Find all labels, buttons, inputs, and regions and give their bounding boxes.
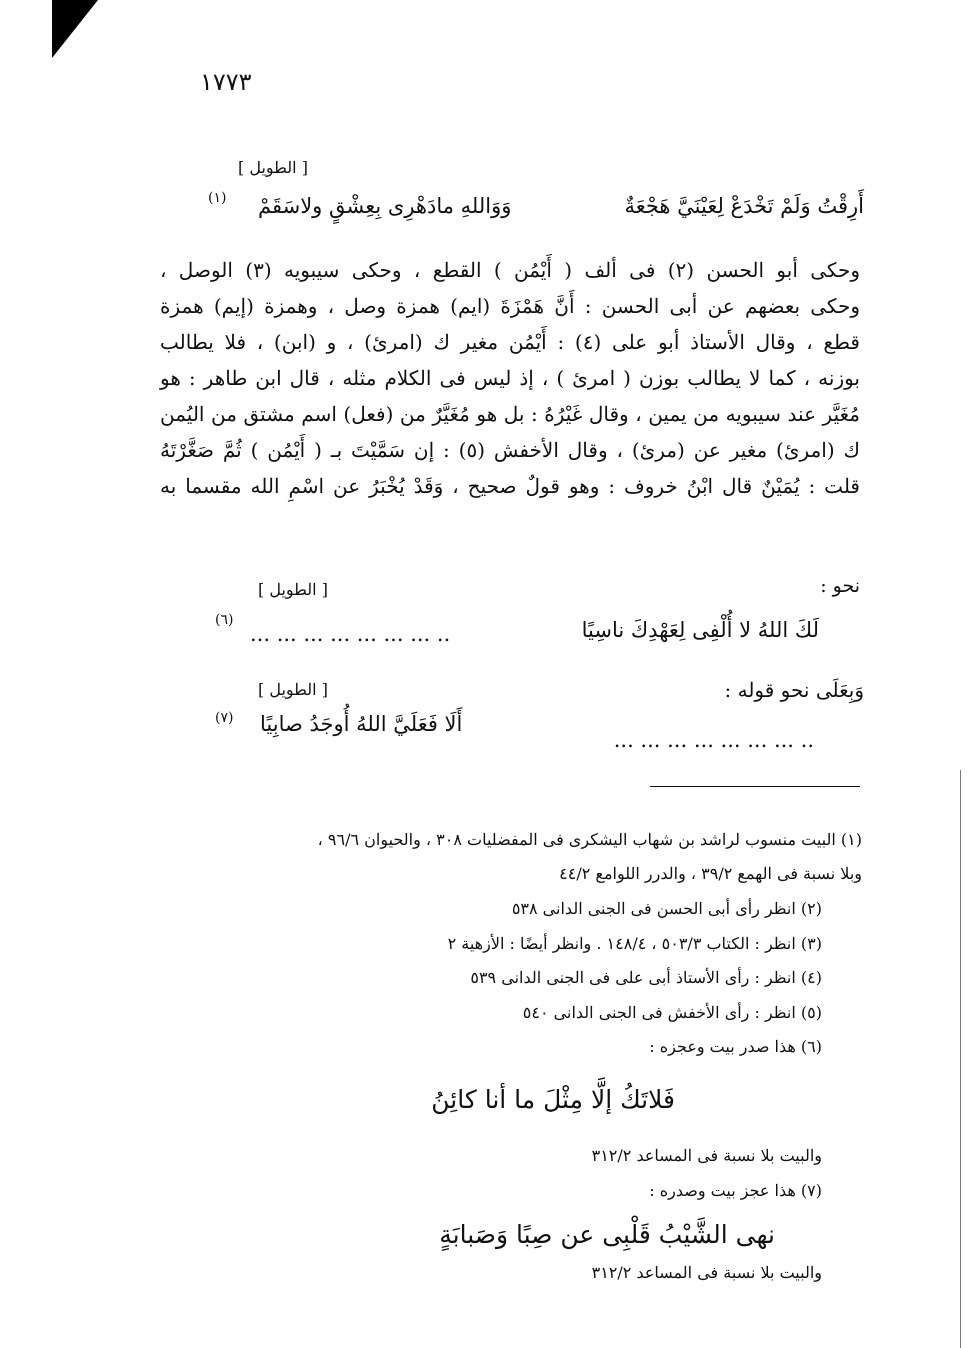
verse2-meter: [ الطويل ] [258,580,328,599]
paragraph-line: ك (امرئ) مغير عن (مرئ) ، وقال الأخفش (٥) : إن سَمَّيْتَ بـ ( أَيْمُن ) ثُمَّ صَغَّرْتَهُ [160,438,860,462]
paragraph-line: بوزنه ، كما لا يطالب بوزن ( امرئ ) ، إذ ليس فى الكلام مثله ، قال ابن طاهر : هو [160,366,860,390]
verse1-meter: [ الطويل ] [238,158,308,177]
paragraph-line: وحكى بعضهم عن أبى الحسن : أَنَّ هَمْزَةَ (ايم) همزة وصل ، وهمزة (إيم) همزة [160,294,860,318]
verse3-intro: وَبِعَلَى نحو قوله : [724,678,864,702]
footnote-6-source: والبيت بلا نسبة فى المساعد ٣١٢/٢ [591,1146,822,1165]
footnote-3: (٣) انظر : الكتاب ٥٠٣/٣ ، ١٤٨/٤ . وانظر أيضًا : الأزهية ٢ [447,934,822,953]
verse3-footnote-ref: (٧) [215,710,234,726]
footnote-7-source: والبيت بلا نسبة فى المساعد ٣١٢/٢ [591,1263,822,1282]
footnote-1-line-1: (١) البيت منسوب لراشد بن شهاب اليشكرى فى المفضليات ٣٠٨ ، والحيوان ٩٦/٦ ، [317,830,862,849]
paragraph-line: قلت : يُمَيْنٌ قال ابْنُ خروف : وهو قولٌ صحيح ، وَقَدْ يُخْبَرُ عن اسْمِ الله مقسما به [160,474,860,498]
verse1-footnote-ref: (١) [208,190,227,206]
footnote-separator [650,786,860,787]
verse2-first-half: لَكَ اللهُ لا أُلْفِى لِعَهْدِكَ ناسِيًا [581,618,819,642]
page-number: ١٧٧٣ [200,68,252,96]
footnote-6: (٦) هذا صدر بيت وعجزه : [649,1037,822,1056]
footnote-6-verse: فَلاتَكُ إلَّا مِثْلَ ما أنا كائِنُ [431,1085,675,1114]
verse1-first-half: أَرِقْتُ وَلَمْ تَخْدَعْ لِعَيْنَيَّ هَجْعَةٌ [624,194,864,218]
footnote-4: (٤) انظر : رأى الأستاذ أبى على فى الجنى الدانى ٥٣٩ [470,968,822,987]
verse3-dots: ... ... ... ... ... ... ... .. [613,728,814,752]
footnote-5: (٥) انظر : رأى الأخفش فى الجنى الدانى ٥٤٠ [522,1003,822,1022]
corner-mark [52,0,98,58]
main-paragraph [160,252,860,504]
paragraph-line: مُغَيَّر عند سيبويه من يمين ، وقال غَيْرُهُ : بل هو مُغَيَّرٌ من (فعل) اسم مشتق من اليُمن [160,402,860,426]
verse2-footnote-ref: (٦) [215,612,234,628]
footnote-7: (٧) هذا عجز بيت وصدره : [649,1181,822,1200]
footnote-7-verse: نهى الشَّيْبُ قَلْبِى عن صِبًا وَصَبابَةٍ [439,1220,775,1249]
paragraph-line: وحكى أبو الحسن (٢) فى ألف ( أَيْمُن ) القطع ، وحكى سيبويه (٣) الوصل ، [160,258,860,282]
verse2-dots: ... ... ... ... ... ... ... .. [250,622,451,646]
verse1-second-half: وَوَاللهِ مادَهْرِى بِعِشْقٍ ولاسَقَمْ [258,194,512,218]
footnote-2: (٢) انظر رأى أبى الحسن فى الجنى الدانى ٥٣٨ [511,899,822,918]
nahw-label: نحو : [820,575,860,597]
verse3-meter: [ الطويل ] [258,680,328,699]
paragraph-line: قطع ، وقال الأستاذ أبو على (٤) : أَيْمُن مغير ك (امرئ) ، و (ابن) ، فلا يطالب [160,330,860,354]
verse3-second-half: أَلَا فَعَلَيَّ اللهُ أُوجَدُ صابِيًا [260,712,463,736]
footnote-1-line-2: وبلا نسبة فى الهمع ٣٩/٢ ، والدرر اللوامع ٤٤/٢ [559,864,862,883]
scan-edge-line [960,770,961,1348]
